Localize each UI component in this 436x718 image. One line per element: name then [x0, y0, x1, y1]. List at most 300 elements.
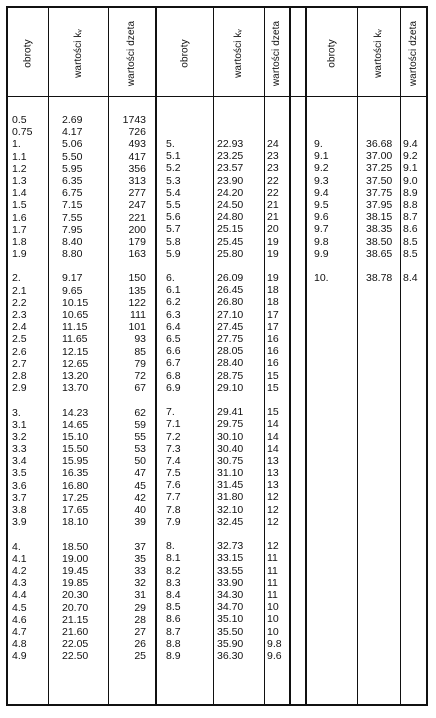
table-cell: 12: [267, 491, 279, 504]
header-wartosci-dzeta: wartości dzeta: [271, 20, 283, 86]
table-cell: 21: [267, 211, 279, 224]
kv-column: [366, 138, 400, 284]
table-cell: 36.30: [217, 649, 244, 662]
table-cell: 5.2: [166, 162, 181, 175]
table-cell: 8.5: [403, 247, 418, 260]
table-cell: 5.95: [62, 162, 83, 175]
table-cell: 25.15: [217, 223, 244, 236]
kv-column: [217, 138, 261, 662]
table-cell: 1.6: [12, 211, 27, 224]
table-cell: 6.8: [166, 369, 181, 382]
table-cell: 8.8: [166, 637, 181, 650]
table-cell: 10: [267, 613, 279, 626]
table-cell: 26.45: [217, 284, 244, 297]
table-cell: 31.45: [217, 479, 244, 492]
table-cell: 16: [267, 357, 279, 370]
table-cell: 28.40: [217, 357, 244, 370]
table-cell: 6.6: [166, 345, 181, 358]
table-cell: 33.90: [217, 576, 244, 589]
column-divider: [264, 6, 265, 706]
table-cell: 8.4: [403, 272, 418, 285]
table-cell: 38.50: [366, 235, 393, 248]
table-cell: 417: [128, 150, 146, 163]
table-cell: 32.73: [217, 540, 244, 553]
table-cell: 7.8: [166, 503, 181, 516]
table-cell: 3.5: [12, 467, 27, 480]
table-cell: 24.20: [217, 186, 244, 199]
table-cell: 10.: [314, 272, 329, 285]
table-cell: 11: [267, 552, 278, 565]
table-cell: 3.8: [12, 504, 27, 516]
table-cell: 6.1: [166, 284, 181, 297]
table-cell: 34.70: [217, 601, 244, 614]
table-cell: 2.2: [12, 296, 27, 309]
table-cell: 1.9: [12, 248, 27, 261]
table-cell: 25: [134, 650, 146, 663]
table-cell: 27.45: [217, 320, 244, 333]
table-cell: 20.30: [62, 589, 89, 602]
table-cell: 33.15: [217, 552, 244, 565]
table-cell: 16.80: [62, 479, 89, 492]
table-cell: 8.2: [166, 564, 181, 577]
table-cell: 8.6: [166, 613, 181, 626]
block-gap: [217, 260, 261, 272]
table-cell: 6.4: [166, 320, 181, 333]
table-cell: 9.3: [314, 174, 329, 187]
table-cell: 24: [267, 138, 279, 150]
table-cell: 7.95: [62, 223, 83, 236]
table-cell: 20: [267, 223, 279, 236]
table-cell: 2.4: [12, 321, 27, 334]
table-cell: 18.10: [62, 516, 89, 529]
table-cell: 11.65: [62, 333, 88, 346]
table-cell: 26.09: [217, 272, 244, 285]
table-cell: 111: [130, 309, 146, 321]
table-cell: 9.8: [267, 637, 282, 650]
table-cell: 37.95: [366, 198, 393, 211]
block-gap: [217, 394, 261, 406]
table-cell: 5.6: [166, 211, 181, 224]
table-cell: 5.4: [166, 186, 181, 199]
table-cell: 3.6: [12, 479, 27, 492]
table-cell: 8.9: [403, 186, 418, 199]
table-cell: 22.05: [62, 638, 89, 651]
table-cell: 8.80: [62, 248, 83, 261]
table-cell: 7.6: [166, 479, 181, 492]
table-cell: 163: [128, 248, 146, 261]
table-cell: 5.: [166, 138, 175, 150]
table-cell: 7.4: [166, 454, 181, 467]
table-cell: 23: [267, 162, 279, 175]
table-cell: 13: [267, 479, 279, 492]
block-gap: [314, 260, 354, 272]
table-cell: 9.8: [314, 235, 329, 248]
table-cell: 25.80: [217, 247, 244, 260]
table-cell: 11.15: [62, 321, 88, 334]
table-cell: 7.55: [62, 211, 83, 224]
table-cell: 14: [267, 418, 279, 431]
header-wartosci-dzeta: wartości dzeta: [408, 20, 420, 86]
header-wartosci-kv: wartości kᵥ: [72, 28, 84, 78]
table-cell: 4.: [12, 540, 21, 553]
table-cell: 5.5: [166, 198, 181, 211]
column-divider: [400, 6, 401, 706]
dzeta-column: [267, 138, 289, 662]
table-cell: 1743: [122, 114, 146, 126]
table-cell: 30.40: [217, 442, 244, 455]
table-cell: 12: [267, 540, 279, 553]
table-cell: 16.35: [62, 467, 89, 480]
block-gap: [108, 260, 146, 272]
table-cell: 7.9: [166, 515, 181, 528]
table-cell: 7.7: [166, 491, 181, 504]
table-cell: 13.20: [62, 369, 89, 382]
table-cell: 19.45: [62, 564, 89, 577]
table-cell: 1.8: [12, 235, 27, 248]
table-cell: 8.9: [166, 649, 181, 662]
table-cell: 6.: [166, 272, 175, 285]
table-cell: 33.55: [217, 564, 244, 577]
table-cell: 5.9: [166, 247, 181, 260]
table-cell: 31: [134, 589, 146, 602]
table-cell: 8.7: [403, 211, 418, 224]
table-cell: 1.5: [12, 199, 27, 212]
table-cell: 29.41: [217, 406, 244, 419]
table-cell: 15.10: [62, 430, 89, 443]
table-cell: 16: [267, 333, 279, 345]
table-cell: 7.3: [166, 442, 181, 455]
table-cell: 20.70: [62, 601, 89, 614]
table-cell: 1.2: [12, 162, 27, 175]
table-cell: 4.2: [12, 564, 27, 577]
table-cell: 5.8: [166, 235, 181, 248]
table-cell: 15: [267, 406, 279, 419]
table-cell: 10.15: [62, 296, 89, 309]
table-cell: 15.50: [62, 443, 89, 456]
table-cell: 9.65: [62, 284, 83, 297]
table-cell: 22: [267, 186, 279, 199]
obroty-column: [314, 138, 354, 284]
block-gap: [267, 260, 289, 272]
dzeta-column: [108, 114, 146, 662]
table-cell: 2.6: [12, 345, 27, 358]
table-cell: 16: [267, 345, 279, 358]
table-cell: 4.7: [12, 625, 27, 638]
table-cell: 5.7: [166, 223, 181, 236]
table-cell: 13: [267, 467, 279, 480]
table-cell: 15: [267, 381, 279, 394]
table-cell: 62: [134, 406, 146, 419]
table-cell: 135: [128, 284, 146, 297]
table-cell: 26: [134, 638, 146, 651]
table-cell: 28: [134, 613, 146, 626]
table-cell: 8.40: [62, 235, 83, 248]
table-cell: 17.65: [62, 504, 89, 516]
table-cell: 5.3: [166, 174, 181, 187]
table-cell: 35.90: [217, 637, 244, 650]
kv-column: [62, 114, 106, 662]
block-gap: [166, 528, 206, 540]
table-cell: 9.6: [267, 649, 282, 662]
table-cell: 19: [267, 235, 279, 248]
block-gap: [62, 260, 106, 272]
table-cell: 14.65: [62, 418, 89, 431]
table-cell: 85: [134, 345, 146, 358]
table-cell: 7.1: [166, 418, 181, 431]
table-cell: 17: [267, 320, 279, 333]
table-cell: 25.45: [217, 235, 244, 248]
block-gap: [403, 260, 427, 272]
table-cell: 9.4: [314, 186, 329, 199]
table-cell: 28.05: [217, 345, 244, 358]
table-cell: 5.06: [62, 138, 83, 151]
table-cell: 1.: [12, 138, 21, 151]
table-cell: 2.8: [12, 369, 27, 382]
table-cell: 37.25: [366, 162, 393, 175]
table-cell: 0.75: [12, 126, 33, 139]
table-cell: 10: [267, 601, 279, 614]
table-cell: 21: [267, 198, 279, 211]
header-divider: [6, 96, 428, 97]
table-cell: 4.5: [12, 601, 27, 614]
table-cell: 35.10: [217, 613, 244, 626]
column-divider: [213, 6, 214, 706]
table-cell: 122: [128, 296, 146, 309]
table-cell: 18: [267, 296, 279, 309]
block-gap: [166, 394, 206, 406]
table-cell: 13.70: [62, 382, 89, 395]
block-gap: [12, 528, 46, 540]
table-cell: 31.80: [217, 491, 244, 504]
table-cell: 7.15: [62, 199, 83, 212]
dzeta-column: [403, 138, 427, 284]
table-cell: 9.17: [62, 272, 83, 285]
table-cell: 79: [134, 357, 146, 370]
table-cell: 6.2: [166, 296, 181, 309]
table-cell: 22.93: [217, 138, 244, 150]
table-cell: 6.35: [62, 174, 83, 187]
table-cell: 5.1: [166, 150, 181, 163]
table-cell: 277: [128, 187, 146, 200]
table-cell: 19.00: [62, 552, 89, 565]
block-gap: [267, 528, 289, 540]
table-cell: 19: [267, 247, 279, 260]
table-cell: 8.5: [403, 235, 418, 248]
table-cell: 32.10: [217, 503, 244, 516]
table-cell: 3.9: [12, 516, 27, 529]
table-cell: 9.0: [403, 174, 418, 187]
table-cell: 1.3: [12, 174, 27, 187]
table-cell: 6.75: [62, 187, 83, 200]
table-cell: 31.10: [217, 467, 244, 480]
table-cell: 23.57: [217, 162, 244, 175]
table-cell: 3.2: [12, 430, 27, 443]
table-cell: 38.65: [366, 247, 393, 260]
table-cell: 34.30: [217, 588, 244, 601]
table-cell: 10.65: [62, 309, 89, 321]
section-divider: [305, 6, 307, 706]
table-cell: 8.3: [166, 576, 181, 589]
table-cell: 493: [128, 138, 146, 151]
table-cell: 247: [128, 199, 146, 212]
table-cell: 1.1: [12, 150, 27, 163]
header-obroty: obroty: [22, 38, 34, 68]
table-cell: 179: [128, 235, 146, 248]
block-gap: [366, 260, 400, 272]
table-cell: 93: [134, 333, 146, 346]
table-cell: 6.3: [166, 308, 181, 321]
table-cell: 24.50: [217, 198, 244, 211]
table-cell: 12.15: [62, 345, 89, 358]
table-cell: 221: [128, 211, 146, 224]
table-cell: 9.1: [314, 150, 329, 163]
table-cell: 14: [267, 430, 279, 443]
table-cell: 18.50: [62, 540, 89, 553]
table-cell: 6.5: [166, 333, 181, 345]
obroty-column: [166, 138, 206, 662]
table-cell: 2.9: [12, 382, 27, 395]
table-cell: 9.4: [403, 138, 418, 150]
table-cell: 9.: [314, 138, 323, 150]
table-cell: 30.10: [217, 430, 244, 443]
table-cell: 18: [267, 284, 279, 297]
table-cell: 9.2: [314, 162, 329, 175]
table-cell: 27: [134, 625, 146, 638]
table-cell: 7.2: [166, 430, 181, 443]
table-cell: 39: [134, 516, 146, 529]
block-gap: [108, 394, 146, 406]
table-cell: 17.25: [62, 491, 89, 504]
header-obroty: obroty: [179, 38, 191, 68]
table-cell: 23.25: [217, 150, 244, 163]
table-cell: 53: [134, 443, 146, 456]
table-cell: 4.4: [12, 589, 27, 602]
table-cell: 23: [267, 150, 279, 163]
table-cell: 38.15: [366, 211, 393, 224]
table-cell: 37.75: [366, 186, 393, 199]
table-cell: 7.5: [166, 467, 181, 480]
table-cell: 14: [267, 442, 279, 455]
table-cell: 8.4: [166, 588, 181, 601]
table-cell: 3.7: [12, 491, 27, 504]
table-cell: 356: [128, 162, 146, 175]
column-divider: [357, 6, 358, 706]
table-cell: 67: [134, 382, 146, 395]
table-cell: 8.1: [166, 552, 181, 565]
table-cell: 12: [267, 515, 279, 528]
table-cell: 6.7: [166, 357, 181, 370]
table-cell: 9.1: [403, 162, 418, 175]
table-cell: 14.23: [62, 406, 89, 419]
table-cell: 22: [267, 174, 279, 187]
table-cell: 50: [134, 455, 146, 468]
table-cell: 13: [267, 454, 279, 467]
block-gap: [62, 528, 106, 540]
table-cell: 4.17: [62, 126, 83, 139]
block-gap: [12, 260, 46, 272]
table-cell: 17: [267, 308, 279, 321]
table-cell: 59: [134, 418, 146, 431]
table-cell: 9.9: [314, 247, 329, 260]
table-cell: 23.90: [217, 174, 244, 187]
table-cell: 6.9: [166, 381, 181, 394]
table-cell: 2.7: [12, 357, 27, 370]
table-cell: 29.75: [217, 418, 244, 431]
block-gap: [62, 394, 106, 406]
table-cell: 8.8: [403, 198, 418, 211]
table-cell: 1.7: [12, 223, 27, 236]
table-cell: 4.1: [12, 552, 27, 565]
table-cell: 32: [134, 577, 146, 590]
table-cell: 12: [267, 503, 279, 516]
table-cell: 30.75: [217, 454, 244, 467]
table-cell: 37.50: [366, 174, 393, 187]
table-cell: 11: [267, 576, 278, 589]
table-cell: 9.2: [403, 150, 418, 163]
table-cell: 2.3: [12, 309, 27, 321]
table-cell: 12.65: [62, 357, 89, 370]
block-gap: [108, 528, 146, 540]
table-cell: 21.15: [62, 613, 89, 626]
table-cell: 9.6: [314, 211, 329, 224]
table-cell: 38.35: [366, 223, 393, 236]
table-cell: 33: [134, 564, 146, 577]
table-cell: 150: [128, 272, 146, 285]
table-cell: 2.69: [62, 114, 83, 126]
obroty-column: [12, 114, 46, 662]
table-cell: 37.00: [366, 150, 393, 163]
table-cell: 40: [134, 504, 146, 516]
column-divider: [48, 6, 49, 706]
table-cell: 15: [267, 369, 279, 382]
table-cell: 3.4: [12, 455, 27, 468]
table-cell: 11: [267, 564, 278, 577]
table-cell: 8.5: [166, 601, 181, 614]
table-cell: 9.7: [314, 223, 329, 236]
table-cell: 313: [128, 174, 146, 187]
block-gap: [12, 394, 46, 406]
table-cell: 8.: [166, 540, 175, 553]
table-cell: 3.: [12, 406, 21, 419]
section-divider: [155, 6, 157, 706]
block-gap: [166, 260, 206, 272]
table-cell: 1.4: [12, 187, 27, 200]
table-cell: 35: [134, 552, 146, 565]
table-cell: 47: [134, 467, 146, 480]
table-cell: 2.5: [12, 333, 27, 346]
table-cell: 24.80: [217, 211, 244, 224]
table-cell: 4.3: [12, 577, 27, 590]
table-cell: 101: [128, 321, 146, 334]
table-cell: 72: [134, 369, 146, 382]
header-obroty: obroty: [326, 38, 338, 68]
section-divider: [289, 6, 291, 706]
table-cell: 3.1: [12, 418, 27, 431]
table-cell: 0.5: [12, 114, 27, 126]
table-cell: 29: [134, 601, 146, 614]
table-cell: 29.10: [217, 381, 244, 394]
table-cell: 42: [134, 491, 146, 504]
table-cell: 19: [267, 272, 279, 285]
table-cell: 7.: [166, 406, 175, 419]
table-cell: 21.60: [62, 625, 89, 638]
table-cell: 35.50: [217, 625, 244, 638]
table-cell: 37: [134, 540, 146, 553]
table-cell: 2.1: [12, 284, 27, 297]
table-cell: 38.78: [366, 272, 393, 285]
table-cell: 726: [128, 126, 146, 139]
block-gap: [267, 394, 289, 406]
